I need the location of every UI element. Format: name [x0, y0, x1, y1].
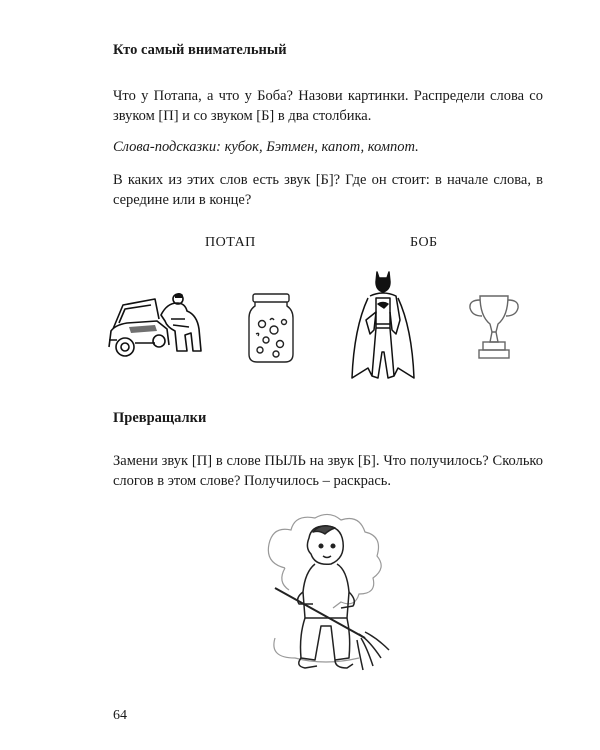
boy-with-broom-icon	[255, 508, 395, 683]
hint-words: Слова-подсказки: кубок, Бэтмен, капот, компот.	[113, 139, 419, 155]
trophy-cup-icon	[466, 292, 522, 362]
label-bob: БОБ	[410, 235, 438, 250]
section1-title: Кто самый внимательный	[113, 42, 287, 58]
car-hood-icon	[105, 285, 205, 360]
section2-paragraph: Замени звук [П] в слове ПЫЛЬ на звук [Б]. Что получилось? Сколько слогов в этом слове? Получилось – раскрась.	[113, 453, 543, 489]
label-potap: ПОТАП	[205, 235, 256, 250]
compote-jar-icon	[246, 292, 296, 364]
section1-paragraph2: В каких из этих слов есть звук [Б]? Где он стоит: в начале слова, в середине или в конце?	[113, 172, 543, 208]
section2-title: Превращалки	[113, 410, 207, 426]
batman-icon	[348, 268, 418, 386]
section1-paragraph1: Что у Потапа, а что у Боба? Назови картинки. Распредели слова со звуком [П] и со звуком [Б] в два столбика.	[113, 88, 543, 124]
page-number: 64	[113, 708, 127, 723]
